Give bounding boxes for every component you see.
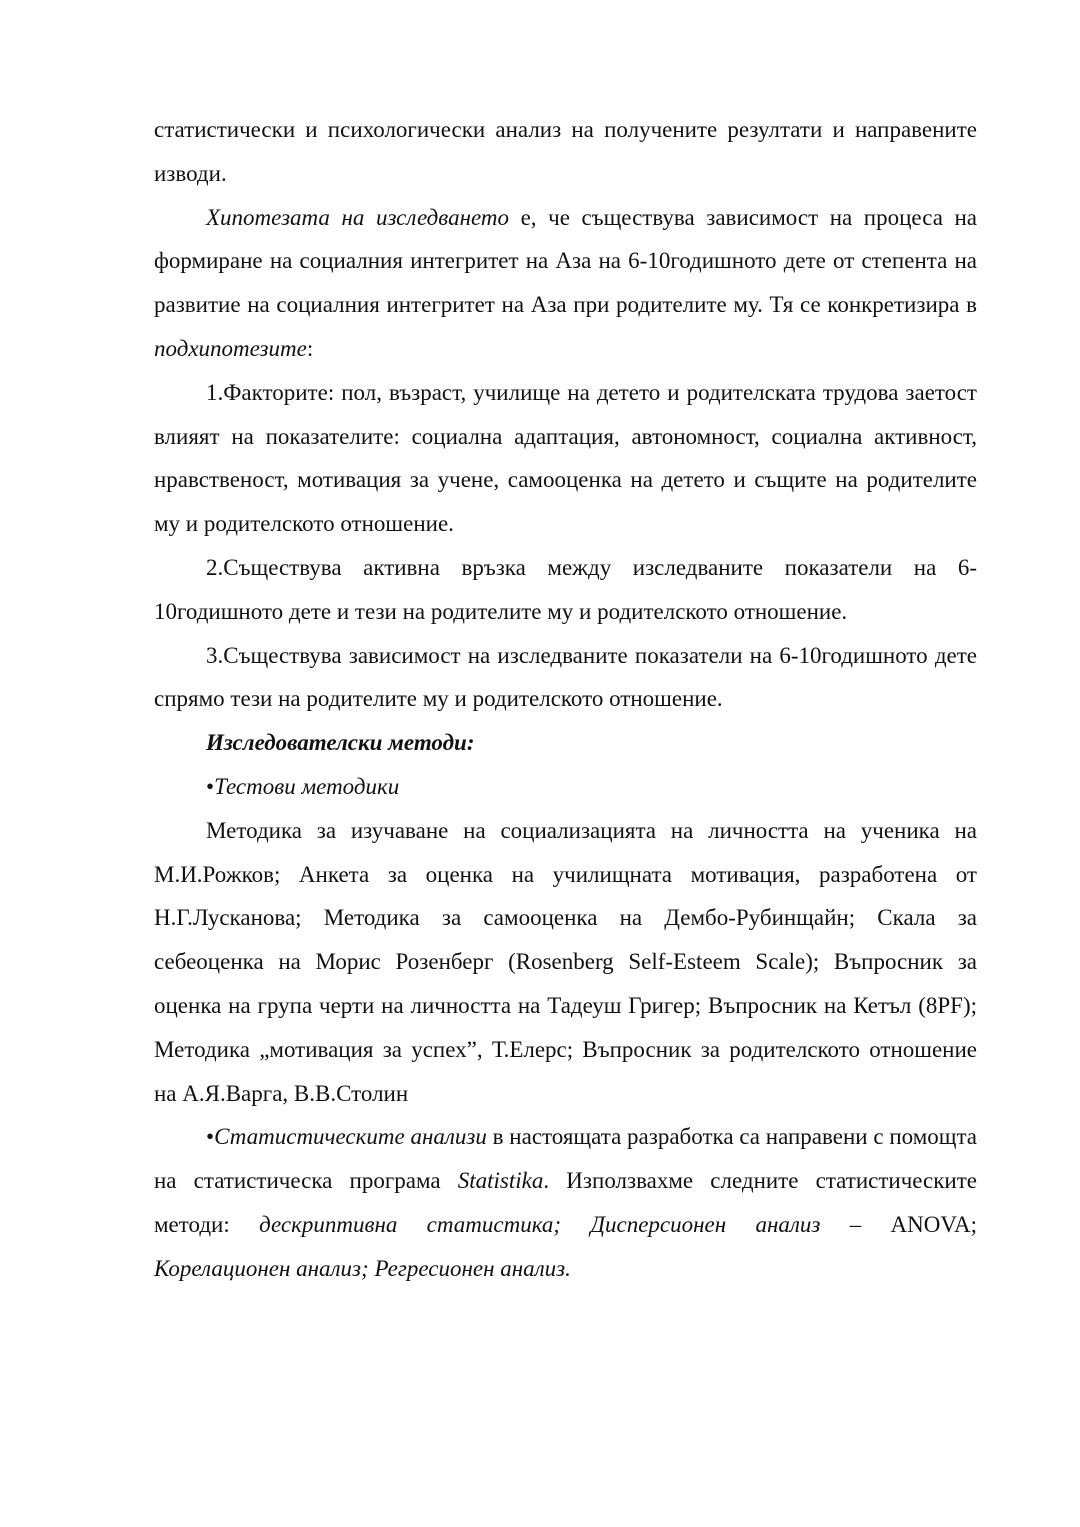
statistics-methods-1: дескриптивна статистика; Дисперсионен анализ — [259, 1211, 821, 1237]
paragraph-statistics — [154, 1115, 977, 1290]
subhypothesis-2: 2.Съществува активна връзка между изследваните показатели на 6-10годишното дете и тези на родителите му и родителското отношение. — [154, 554, 977, 624]
paragraph-methods-list: Методика за изучаване на социализацията на личността на ученика на М.И.Рожков; Анкета за оценка на училищната мотивация, разработена от Н.Г.Лусканова; Методика за самооценка на Дембо-Рубинщайн; Скала за себеоценка на Морис Розенберг (Rosenberg Self-Esteem Scale); Въпросник за оценка на група черти на личността на Тадеуш Григер; Въпросник на Кетъл (8PF); Методика „мотивация за успех”, Т.Елерс; Въпросник за родителското отношение на А.Я.Варга, В.В.Столин — [154, 817, 977, 1106]
methods-heading-text: Изследователски методи: — [206, 730, 475, 756]
hypothesis-term: Хипотезата на изследването — [206, 204, 510, 230]
paragraph-hypothesis — [154, 196, 977, 371]
test-methods-label: Тестови методики — [214, 773, 400, 799]
subhypothesis-3: 3.Съществува зависимост на изследваните показатели на 6-10годишното дете спрямо тези на родителите му и родителското отношение. — [154, 642, 977, 712]
hypothesis-colon: : — [306, 335, 314, 361]
statistics-text-3: – ANOVA; — [820, 1211, 977, 1237]
statistics-term: Статистическите анализи — [214, 1124, 487, 1150]
statistika-program: Statistika — [457, 1168, 544, 1194]
bullet-test-methods — [154, 765, 977, 809]
methods-heading — [154, 721, 977, 765]
document-page — [154, 108, 977, 1291]
statistics-text-2: . Използвахме следните статистическите методи: — [154, 1168, 977, 1237]
statistics-methods-2: Корелационен анализ; Регресионен анализ. — [154, 1255, 571, 1281]
subhypothesis-1: 1.Факторите: пол, възраст, училище на детето и родителската трудова заетост влияят на показателите: социална адаптация, автономност, социална активност, нравственост, мотивация за учене, самооценка на детето и същите на родителите му и родителското отношение. — [154, 379, 977, 537]
bullet-icon: • — [206, 773, 215, 799]
statistics-text-1: в настоящата разработка са направени с помощта на статистическа програма — [154, 1124, 977, 1194]
subhypotheses-term: подхипотезите — [154, 335, 307, 361]
hypothesis-text: е, че съществува зависимост на процеса на формиране на социалния интегритет на Аза на 6-10годишното дете от степента на развитие на социалния интегритет на Аза при родителите му. Тя се конкретизира в — [154, 204, 977, 318]
paragraph-intro-continuation: статистически и психологически анализ на получените резултати и направените изводи. — [154, 117, 977, 186]
bullet-icon: • — [206, 1124, 215, 1150]
